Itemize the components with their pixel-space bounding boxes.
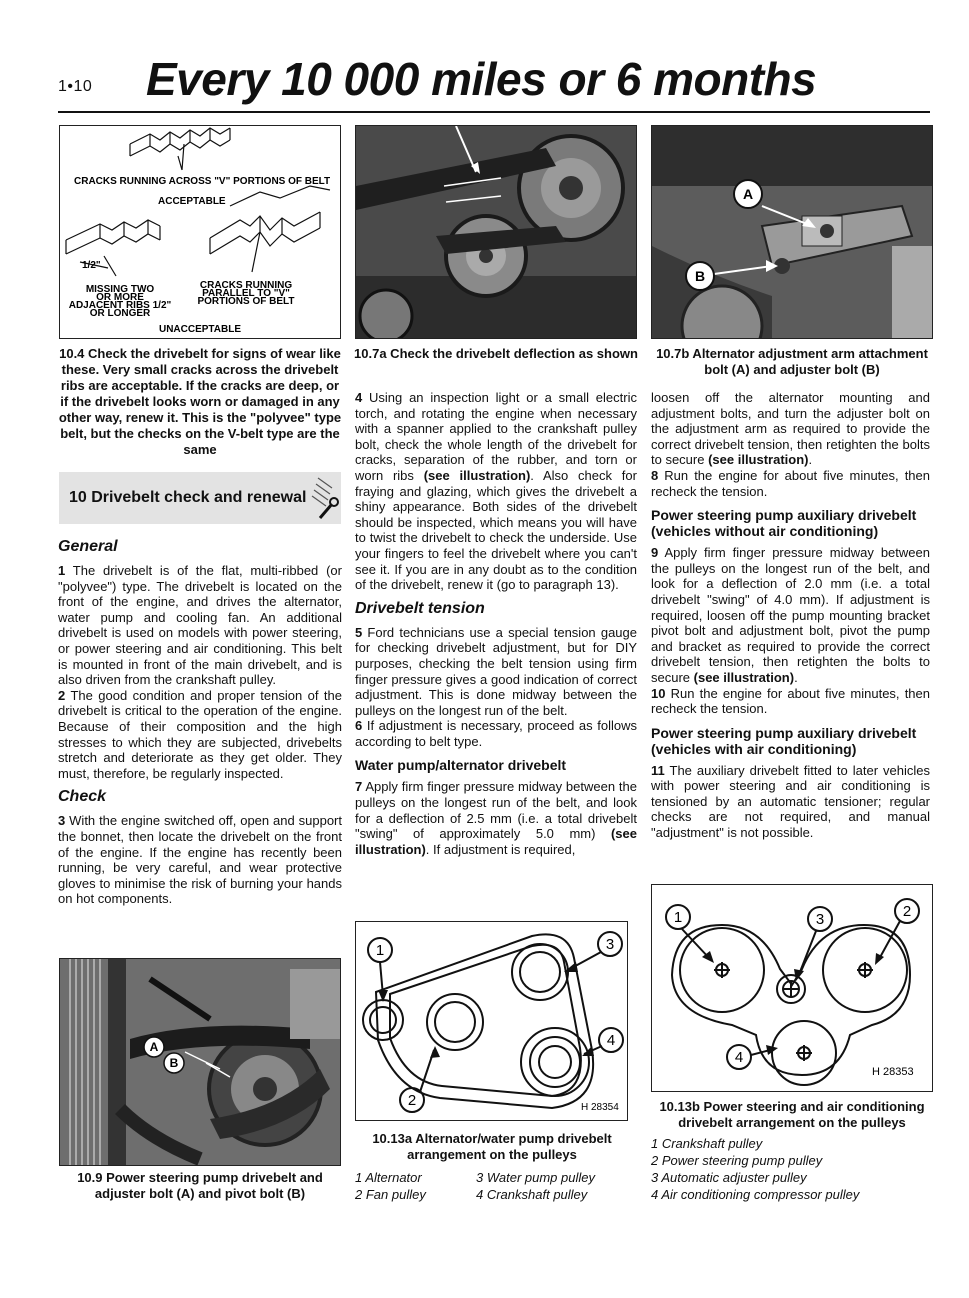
callout-1: 1 xyxy=(375,942,385,959)
legend-item: 2 Power steering pump pulley xyxy=(651,1153,823,1168)
paragraph-7-continued-block xyxy=(651,390,930,499)
svg-text:B: B xyxy=(694,268,706,284)
page-number: 1•10 xyxy=(58,78,93,95)
alternator-photo-illustration xyxy=(652,126,932,338)
check-body xyxy=(58,813,342,907)
paragraph-3: 3 With the engine switched off, open and support the bonnet, then locate the drivebelt on the front of the engine. If the engine has recently been running, be very careful, and wear protective gloves to minimise the risk of burning your hands on hot components. xyxy=(58,813,342,907)
parallel-cracks-label xyxy=(197,280,294,307)
cracks-across-label: CRACKS RUNNING ACROSS "V" PORTIONS OF BELT xyxy=(74,176,331,187)
page-title: Every 10 000 miles or 6 months xyxy=(146,53,817,105)
fig-10-13b-diagram xyxy=(651,884,933,1092)
callout-2: 2 xyxy=(902,903,912,920)
svg-text:A: A xyxy=(742,186,754,202)
paragraph-4: 4 Using an inspection light or a small electric torch, and rotating the engine when necessary with a spanner applied to the crankshaft pulley bolt, check the whole length of the drivebelt for cracks, separation of the rubber, and torn or worn ribs (see illustration). Also check for fraying and glazing, which gives the drivebelt a shiny appearance. Both sides of the drivebelt should be inspected, which means you will have to twist the drivebelt to check the underside. Use your fingers to feel the drivebelt where you can't see it. If you are in any doubt as to the condition of the drivebelt, renew it (go to paragraph 13). xyxy=(355,390,637,593)
fig-10-7b-photo xyxy=(651,125,933,339)
fig-10-13a-legend-left xyxy=(355,1169,475,1203)
paragraph-4-block xyxy=(355,390,637,593)
fig-10-13b-legend xyxy=(651,1135,933,1203)
section-title xyxy=(59,472,341,524)
paragraph-6: 6 If adjustment is necessary, proceed as follows according to belt type. xyxy=(355,718,637,749)
fig-10-4-caption: 10.4 Check the drivebelt for signs of wear like these. Very small cracks across the drivebelt ribs are acceptable. If the cracks are deep, or if the drivebelt looks worn or damaged in any other way, renew it. This is the "polyvee" type belt, but the checks on the V-belt type are the same xyxy=(58,346,342,457)
callout-4: 4 xyxy=(606,1032,616,1049)
fig-10-7b-caption: 10.7b Alternator adjustment arm attachment bolt (A) and adjuster bolt (B) xyxy=(656,346,928,377)
water-pump-heading: Water pump/alternator drivebelt xyxy=(355,757,567,774)
alternator-belt-routing xyxy=(356,922,627,1120)
svg-text:MISSING TWO: MISSING TWO xyxy=(85,284,155,295)
general-heading: General xyxy=(58,538,118,555)
fig-10-13a-diagram xyxy=(355,921,628,1121)
ps-ac-heading: Power steering pump auxiliary drivebelt (vehicles with air conditioning) xyxy=(651,724,917,757)
ps-no-ac-body xyxy=(651,545,930,717)
svg-text:CRACKS RUNNING: CRACKS RUNNING xyxy=(199,280,293,291)
svg-text:PORTIONS OF BELT: PORTIONS OF BELT xyxy=(197,296,295,307)
general-body xyxy=(58,563,342,781)
dimension-label: 1/2" xyxy=(82,260,101,271)
drawing-code: H 28353 xyxy=(872,1066,914,1078)
fig-10-7a-photo xyxy=(355,125,637,339)
legend-item: 4 Crankshaft pulley xyxy=(476,1187,588,1202)
callout-4: 4 xyxy=(734,1049,744,1066)
ps-no-ac-heading: Power steering pump auxiliary drivebelt (vehicles without air conditioning) xyxy=(651,507,917,540)
ps-ac-body xyxy=(651,763,930,841)
legend-item: 1 Crankshaft pulley xyxy=(651,1136,763,1151)
paragraph-5: 5 Ford technicians use a special tension gauge for checking drivebelt adjustment, but for DIY purposes, checking the belt tension using firm finger pressure gives a good indication of correct adjustment. This is done midway between the pulleys on the longest run of the belt. xyxy=(355,624,637,718)
header-rule xyxy=(58,111,930,113)
svg-text:B: B xyxy=(169,1056,179,1070)
fig-10-9-caption: 10.9 Power steering pump drivebelt and adjuster bolt (A) and pivot bolt (B) xyxy=(77,1170,323,1201)
fig-10-13b-caption: 10.13b Power steering and air conditioning drivebelt arrangement on the pulleys xyxy=(659,1099,925,1130)
missing-ribs-label xyxy=(69,284,172,319)
general-section xyxy=(58,537,342,907)
legend-item: 4 Air conditioning compressor pulley xyxy=(651,1187,860,1202)
svg-text:A: A xyxy=(149,1040,159,1054)
unacceptable-label: UNACCEPTABLE xyxy=(158,324,242,335)
spanner-icon xyxy=(310,474,340,522)
paragraph-7: 7 Apply firm finger pressure midway between the pulleys on the longest run of the belt, and look for a deflection of 2.5 mm (i.e. a total drivebelt "swing" of approximately 5.0 mm) (see illustration). If adjustment is required, xyxy=(355,779,638,857)
paragraph-10: 10 Run the engine for about five minutes, then recheck the tension. xyxy=(651,685,930,717)
column-3-text xyxy=(651,390,930,841)
svg-text:PARALLEL TO "V": PARALLEL TO "V" xyxy=(202,288,290,299)
deflection-photo-illustration xyxy=(356,126,636,338)
paragraph-8: 8 Run the engine for about five minutes, then recheck the tension. xyxy=(651,467,930,499)
svg-text:OR MORE: OR MORE xyxy=(96,292,144,303)
tension-body xyxy=(355,625,637,750)
belt-wear-illustration xyxy=(60,126,340,338)
legend-item: 3 Water pump pulley xyxy=(476,1170,595,1185)
belt-wear-diagram xyxy=(59,125,341,339)
drawing-code: H 28354 xyxy=(581,1102,619,1113)
paragraph-9: 9 Apply firm finger pressure midway between the pulleys on the longest run of the belt, and look for a deflection of 2.0 mm (i.e. a total drivebelt "swing" of 4.0 mm). If adjustment is required, loosen off the pump mounting bracket pivot bolt and adjustment bolt, pivot the pump and bracket as required to provide the correct drivebelt tension, then retighten the bolts to secure (see illustration). xyxy=(651,545,930,685)
fig-10-13a-legend-right xyxy=(476,1169,636,1203)
fig-10-13a-caption: 10.13a Alternator/water pump drivebelt arrangement on the pulleys xyxy=(372,1131,612,1162)
column-2-text xyxy=(355,390,637,857)
callout-2: 2 xyxy=(407,1092,417,1109)
paragraph-11: 11 The auxiliary drivebelt fitted to later vehicles with power steering and air conditioning is tensioned by an automatic tensioner; regular checks are not required, and manual "adjustment" is not possible. xyxy=(651,762,930,841)
fig-10-9-photo xyxy=(59,958,341,1166)
callout-1: 1 xyxy=(673,909,683,926)
paragraph-2: 2 The good condition and proper tension of the drivebelt is critical to the operation of the engine. Because of their composition and the high stresses to which they are subjected, drivebelts stretch and deteriorate as they get older. They must, therefore, be regularly inspected. xyxy=(58,687,342,781)
callout-3: 3 xyxy=(815,911,825,928)
check-heading: Check xyxy=(58,788,107,806)
drivebelt-tension-heading: Drivebelt tension xyxy=(355,599,485,617)
section-title-text: 10 Drivebelt check and renewal xyxy=(69,489,307,506)
legend-item: 2 Fan pulley xyxy=(355,1187,426,1202)
paragraph-1: 1 The drivebelt is of the flat, multi-ribbed (or "polyvee") type. The drivebelt is located on the front of the engine, and drives the alternator, water pump and cooling fan. An additional drivebelt is used on models with power steering, or power steering and air conditioning. This belt is mounted in front of the main drivebelt, and is also driven from the crankshaft pulley. xyxy=(58,563,342,688)
fig-10-7a-caption: 10.7a Check the drivebelt deflection as shown xyxy=(354,346,638,361)
ps-ac-belt-routing xyxy=(652,885,932,1091)
acceptable-label: ACCEPTABLE xyxy=(158,196,226,207)
legend-item: 1 Alternator xyxy=(355,1170,422,1185)
paragraph-7-continued: loosen off the alternator mounting and adjustment bolts, and turn the adjuster bolt on the adjustment arm as required to provide the correct drivebelt tension, then retighten the bolts to secure (see illustration). xyxy=(651,390,930,468)
water-pump-body xyxy=(355,779,637,857)
callout-3: 3 xyxy=(605,936,615,953)
svg-text:OR LONGER: OR LONGER xyxy=(89,308,151,319)
legend-item: 3 Automatic adjuster pulley xyxy=(651,1170,807,1185)
svg-text:ADJACENT RIBS 1/2": ADJACENT RIBS 1/2" xyxy=(68,300,172,311)
pump-photo-illustration xyxy=(60,959,340,1165)
